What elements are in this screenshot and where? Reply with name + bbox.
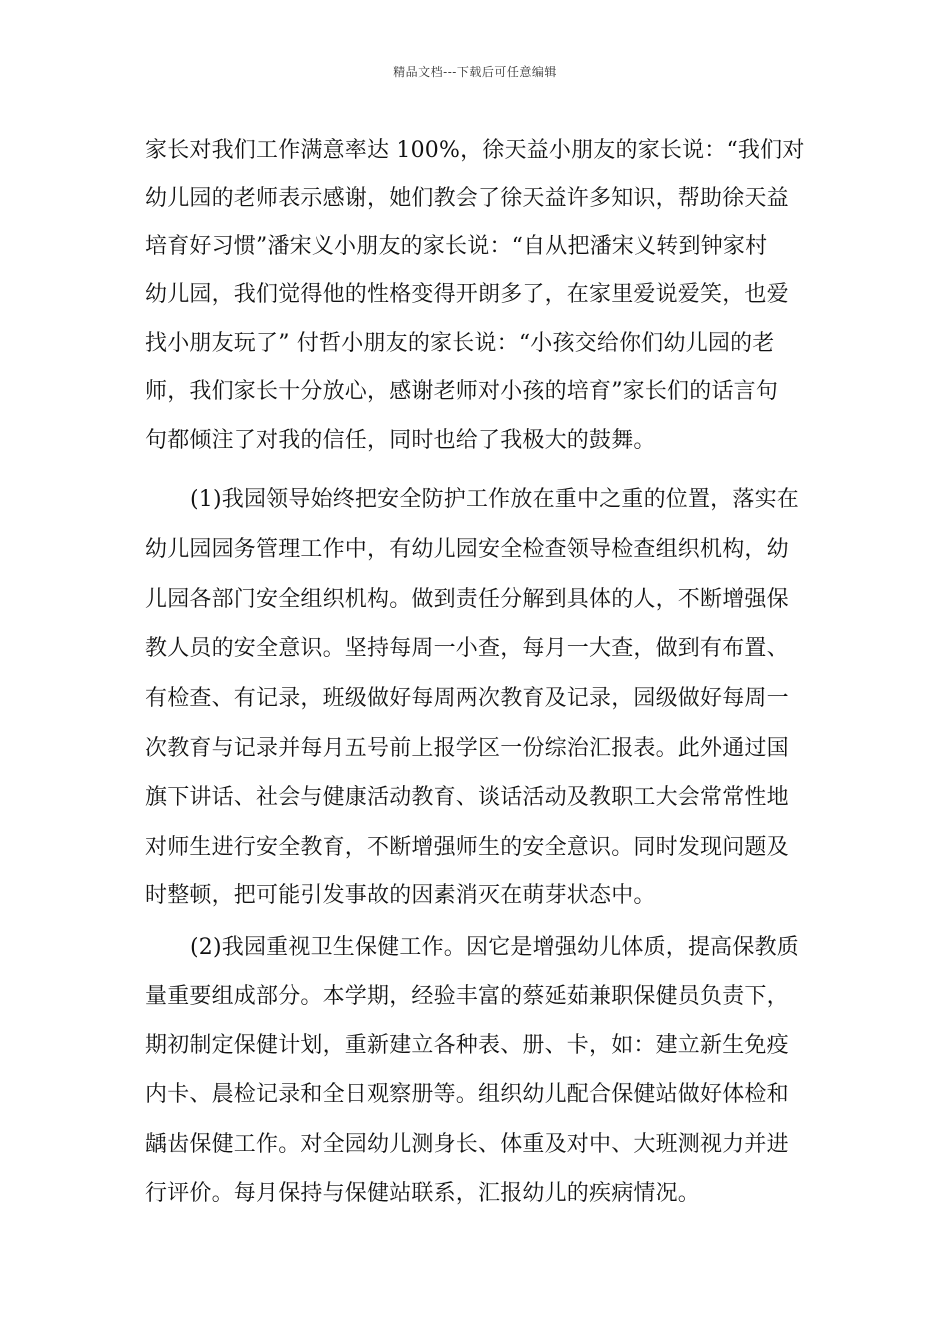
text-line: 幼儿园园务管理工作中，有幼儿园安全检查领导检查组织机构，幼 <box>145 537 789 562</box>
text-line: 对师生进行安全教育，不断增强师生的安全意识。同时发现问题及 <box>145 835 789 860</box>
text-line: 内卡、晨检记录和全日观察册等。组织幼儿配合保健站做好体检和 <box>145 1082 789 1107</box>
text-line: (1)我园领导始终把安全防护工作放在重中之重的位置，落实在 <box>190 487 799 512</box>
text-line: 教人员的安全意识。坚持每周一小查，每月一大查，做到有布置、 <box>145 636 789 661</box>
text-line: (2)我园重视卫生保健工作。因它是增强幼儿体质，提高保教质 <box>190 935 799 960</box>
text-line: 儿园各部门安全组织机构。做到责任分解到具体的人，不断增强保 <box>145 587 789 612</box>
text-line: 期初制定保健计划，重新建立各种表、册、卡，如：建立新生免疫 <box>145 1033 789 1058</box>
text-line: 有检查、有记录，班级做好每周两次教育及记录，园级做好每周一 <box>145 686 789 711</box>
text-line: 找小朋友玩了” 付哲小朋友的家长说：“小孩交给你们幼儿园的老 <box>145 331 775 356</box>
text-line: 量重要组成部分。本学期，经验丰富的蔡延茹兼职保健员负责下， <box>145 984 789 1009</box>
text-line: 幼儿园的老师表示感谢，她们教会了徐天益许多知识，帮助徐天益 <box>145 186 789 211</box>
text-line: 幼儿园，我们觉得他的性格变得开朗多了，在家里爱说爱笑，也爱 <box>145 282 789 307</box>
text-line: 培育好习惯”潘宋义小朋友的家长说：“自从把潘宋义转到钟家村 <box>145 234 768 259</box>
text-line: 时整顿，把可能引发事故的因素消灭在萌芽状态中。 <box>145 883 656 908</box>
text-line: 句都倾注了对我的信任，同时也给了我极大的鼓舞。 <box>145 428 656 453</box>
text-line: 行评价。每月保持与保健站联系，汇报幼儿的疾病情况。 <box>145 1181 701 1206</box>
text-line: 次教育与记录并每月五号前上报学区一份综治汇报表。此外通过国 <box>145 736 789 761</box>
text-line: 家长对我们工作满意率达 100%，徐天益小朋友的家长说：“我们对 <box>145 138 805 163</box>
page-header: 精品文档---下载后可任意编辑 <box>393 65 557 79</box>
text-line: 龋齿保健工作。对全园幼儿测身长、体重及对中、大班测视力并进 <box>145 1132 789 1157</box>
text-line: 旗下讲话、社会与健康活动教育、谈话活动及教职工大会常常性地 <box>145 785 789 810</box>
text-line: 师，我们家长十分放心，感谢老师对小孩的培育”家长们的话言句 <box>145 379 779 404</box>
